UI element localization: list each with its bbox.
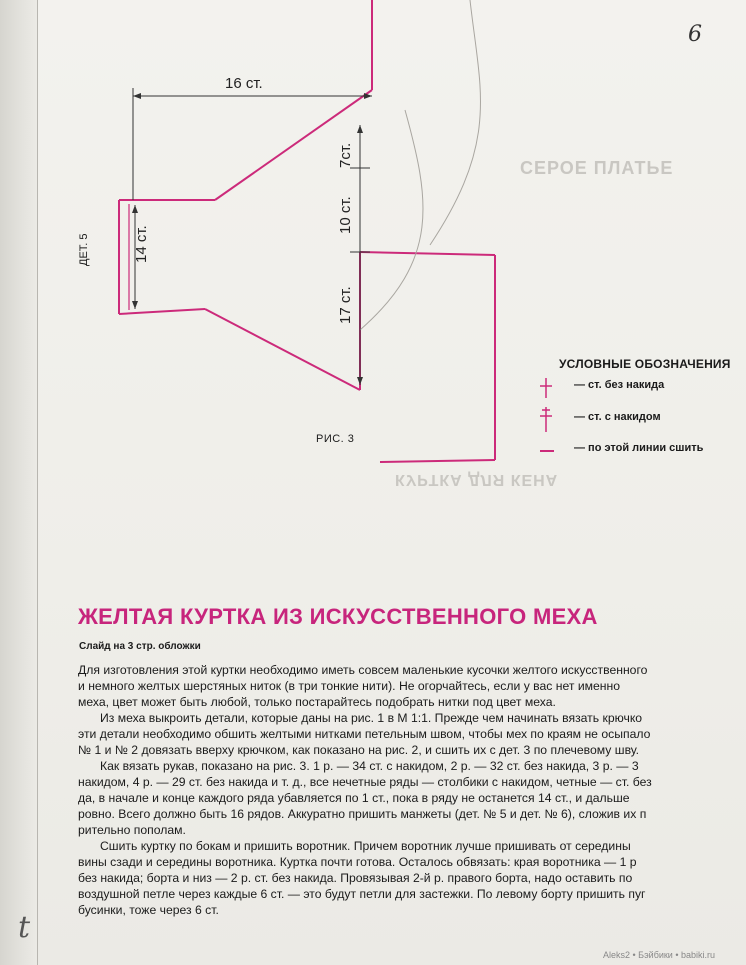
sketch-line-upper — [430, 0, 480, 245]
lower-dimension-label: 17 ст. — [337, 286, 354, 324]
text-line: накидом, 4 р. — 29 ст. без накида и т. д., все нечетные ряды — столбики с накидом, четные — ст. без — [78, 775, 652, 789]
text-line: ровно. Всего должно быть 16 рядов. Аккуратно пришить манжеты (дет. № 5 и дет. № 6), сложив их п — [78, 807, 647, 821]
page-number: 6 — [688, 22, 702, 47]
bleed-through-title: СЕРОЕ ПЛАТЬЕ — [520, 158, 674, 178]
upper-dimension-label: 7ст. — [337, 142, 354, 168]
bleed-through-subtitle: КУРТКА ДЛЯ КЕНА — [395, 471, 559, 488]
cuff-bottom — [119, 309, 205, 314]
article-body — [78, 662, 746, 918]
text-line: Из меха выкроить детали, которые даны на рис. 1 в М 1:1. Прежде чем начинать вязать крючко — [100, 711, 643, 725]
text-line: Для изготовления этой куртки необходимо иметь совсем маленькие кусочки желтого искусственного — [78, 663, 648, 677]
cuff-dimension-label: 14 ст. — [133, 225, 150, 263]
legend-item-double-crochet — [538, 411, 661, 423]
legend-item-sew-line — [538, 442, 703, 454]
text-line: вины сзади и середины воротника. Куртка почти готова. Осталось обвязать: края воротника — 1 р — [78, 855, 637, 869]
text-line: эти детали необходимо обшить желтыми нитками петельным швом, чтобы мех по краям не осыпало — [78, 727, 651, 741]
text-line: рительно пополам. — [78, 823, 186, 837]
margin-mark: t — [18, 910, 31, 945]
text-line: воздушной петле через каждые 6 ст. — это будут петли для застежки. По левому борту пришить пуг — [78, 887, 646, 901]
text-line: да, в начале и конце каждого ряда убавляется по 1 ст., пока в ряду не останется 14 ст., и дальше — [78, 791, 630, 805]
text-line: Сшить куртку по бокам и пришить воротник. Причем воротник лучше пришивать от середины — [100, 839, 631, 853]
legend-label: — ст. с накидом — [574, 411, 661, 423]
legend-title: УСЛОВНЫЕ ОБОЗНАЧЕНИЯ — [559, 357, 731, 371]
legend-item-single-crochet — [538, 379, 664, 391]
text-line: № 1 и № 2 довязать вверху крючком, как показано на рис. 2, и сшить их с дет. 3 по плечевому шву. — [78, 743, 640, 757]
slide-note: Слайд на 3 стр. обложки — [79, 641, 201, 652]
legend-label: — по этой линии сшить — [574, 442, 704, 454]
middle-dimension-label: 10 ст. — [337, 196, 354, 234]
text-line: и немного желтых шерстяных ниток (в три тонкие нити). Не огорчайтесь, если у вас нет именно — [78, 679, 621, 693]
text-line: бусинки, тоже через 6 ст. — [78, 903, 219, 917]
legend-label: — ст. без накида — [574, 379, 665, 391]
bottom-edge — [380, 460, 495, 462]
sew-line — [360, 252, 495, 255]
figure-caption: РИС. 3 — [316, 433, 355, 445]
sketch-line-side — [360, 110, 423, 330]
text-line: меха, цвет может быть любой, только постарайтесь подобрать нитки под цвет меха. — [78, 695, 556, 709]
width-dimension-label: 16 ст. — [225, 75, 263, 92]
text-line: без накида; борта и низ — 2 р. ст. без накида. Провязывая 2-й р. правого борта, надо оставить по — [78, 871, 633, 885]
article-title: ЖЕЛТАЯ КУРТКА ИЗ ИСКУССТВЕННОГО МЕХА — [78, 604, 598, 629]
watermark: Aleks2 • Бэйбики • babiki.ru — [603, 950, 716, 960]
part-label: ДЕТ. 5 — [78, 233, 90, 266]
text-line: Как вязать рукав, показано на рис. 3. 1 р. — 34 ст. с накидом, 2 р. — 32 ст. без накида, 3 р. — 3 — [100, 759, 639, 773]
